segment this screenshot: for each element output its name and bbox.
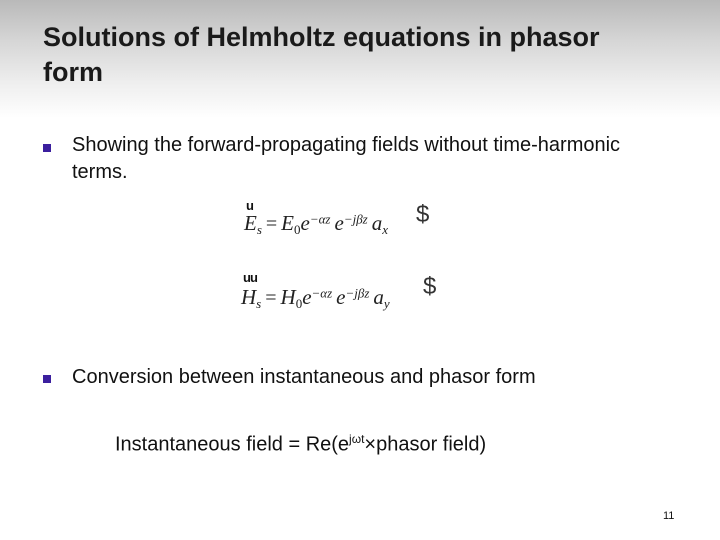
h-exp2: −jβz [345,285,370,301]
h-amp: H [280,285,296,309]
e-lhs: E [244,211,257,235]
bullet-text-1: Showing the forward-propagating fields without time-harmonic terms. [72,134,621,183]
equation-h-field [241,285,390,312]
e-vector-mark: u [246,198,253,213]
instantaneous-rest: ×phasor field) [364,433,487,456]
e-unit-sub: x [382,222,389,238]
e-equals: = [265,213,278,235]
h-base1: e [302,285,312,309]
h-vector-mark: uu [243,270,257,285]
bullet-marker-2 [43,375,51,383]
h-lhs: H [241,285,257,309]
h-lhs-sub: s [256,296,262,312]
e-exp1: −αz [309,211,331,227]
equation-e-field [244,211,388,238]
h-unit-sub: y [383,296,390,312]
e-base1: e [300,211,310,235]
instantaneous-field-formula [115,432,486,457]
e-amp: E [281,211,294,235]
h-equals: = [265,287,277,309]
bullet-text-2: Conversion between instantaneous and phasor form [72,366,536,388]
bullet-marker-1 [43,144,51,152]
instantaneous-label: Instantaneous field = Re(e [115,433,350,456]
e-unit-hat: $ [416,201,430,228]
h-unit: a [373,285,384,309]
instantaneous-exponent: jωt [349,432,365,446]
page-number: 11 [663,510,675,522]
e-exp2: −jβz [343,211,368,227]
h-exp1: −αz [311,285,333,301]
h-base2: e [336,285,346,309]
e-unit: a [371,211,383,235]
h-amp-sub: 0 [295,296,303,312]
e-base2: e [334,211,344,235]
h-unit-hat: $ [423,273,437,300]
e-lhs-sub: s [256,222,262,238]
e-amp-sub: 0 [294,222,301,238]
slide-title: Solutions of Helmholtz equations in phasor form [43,22,600,87]
